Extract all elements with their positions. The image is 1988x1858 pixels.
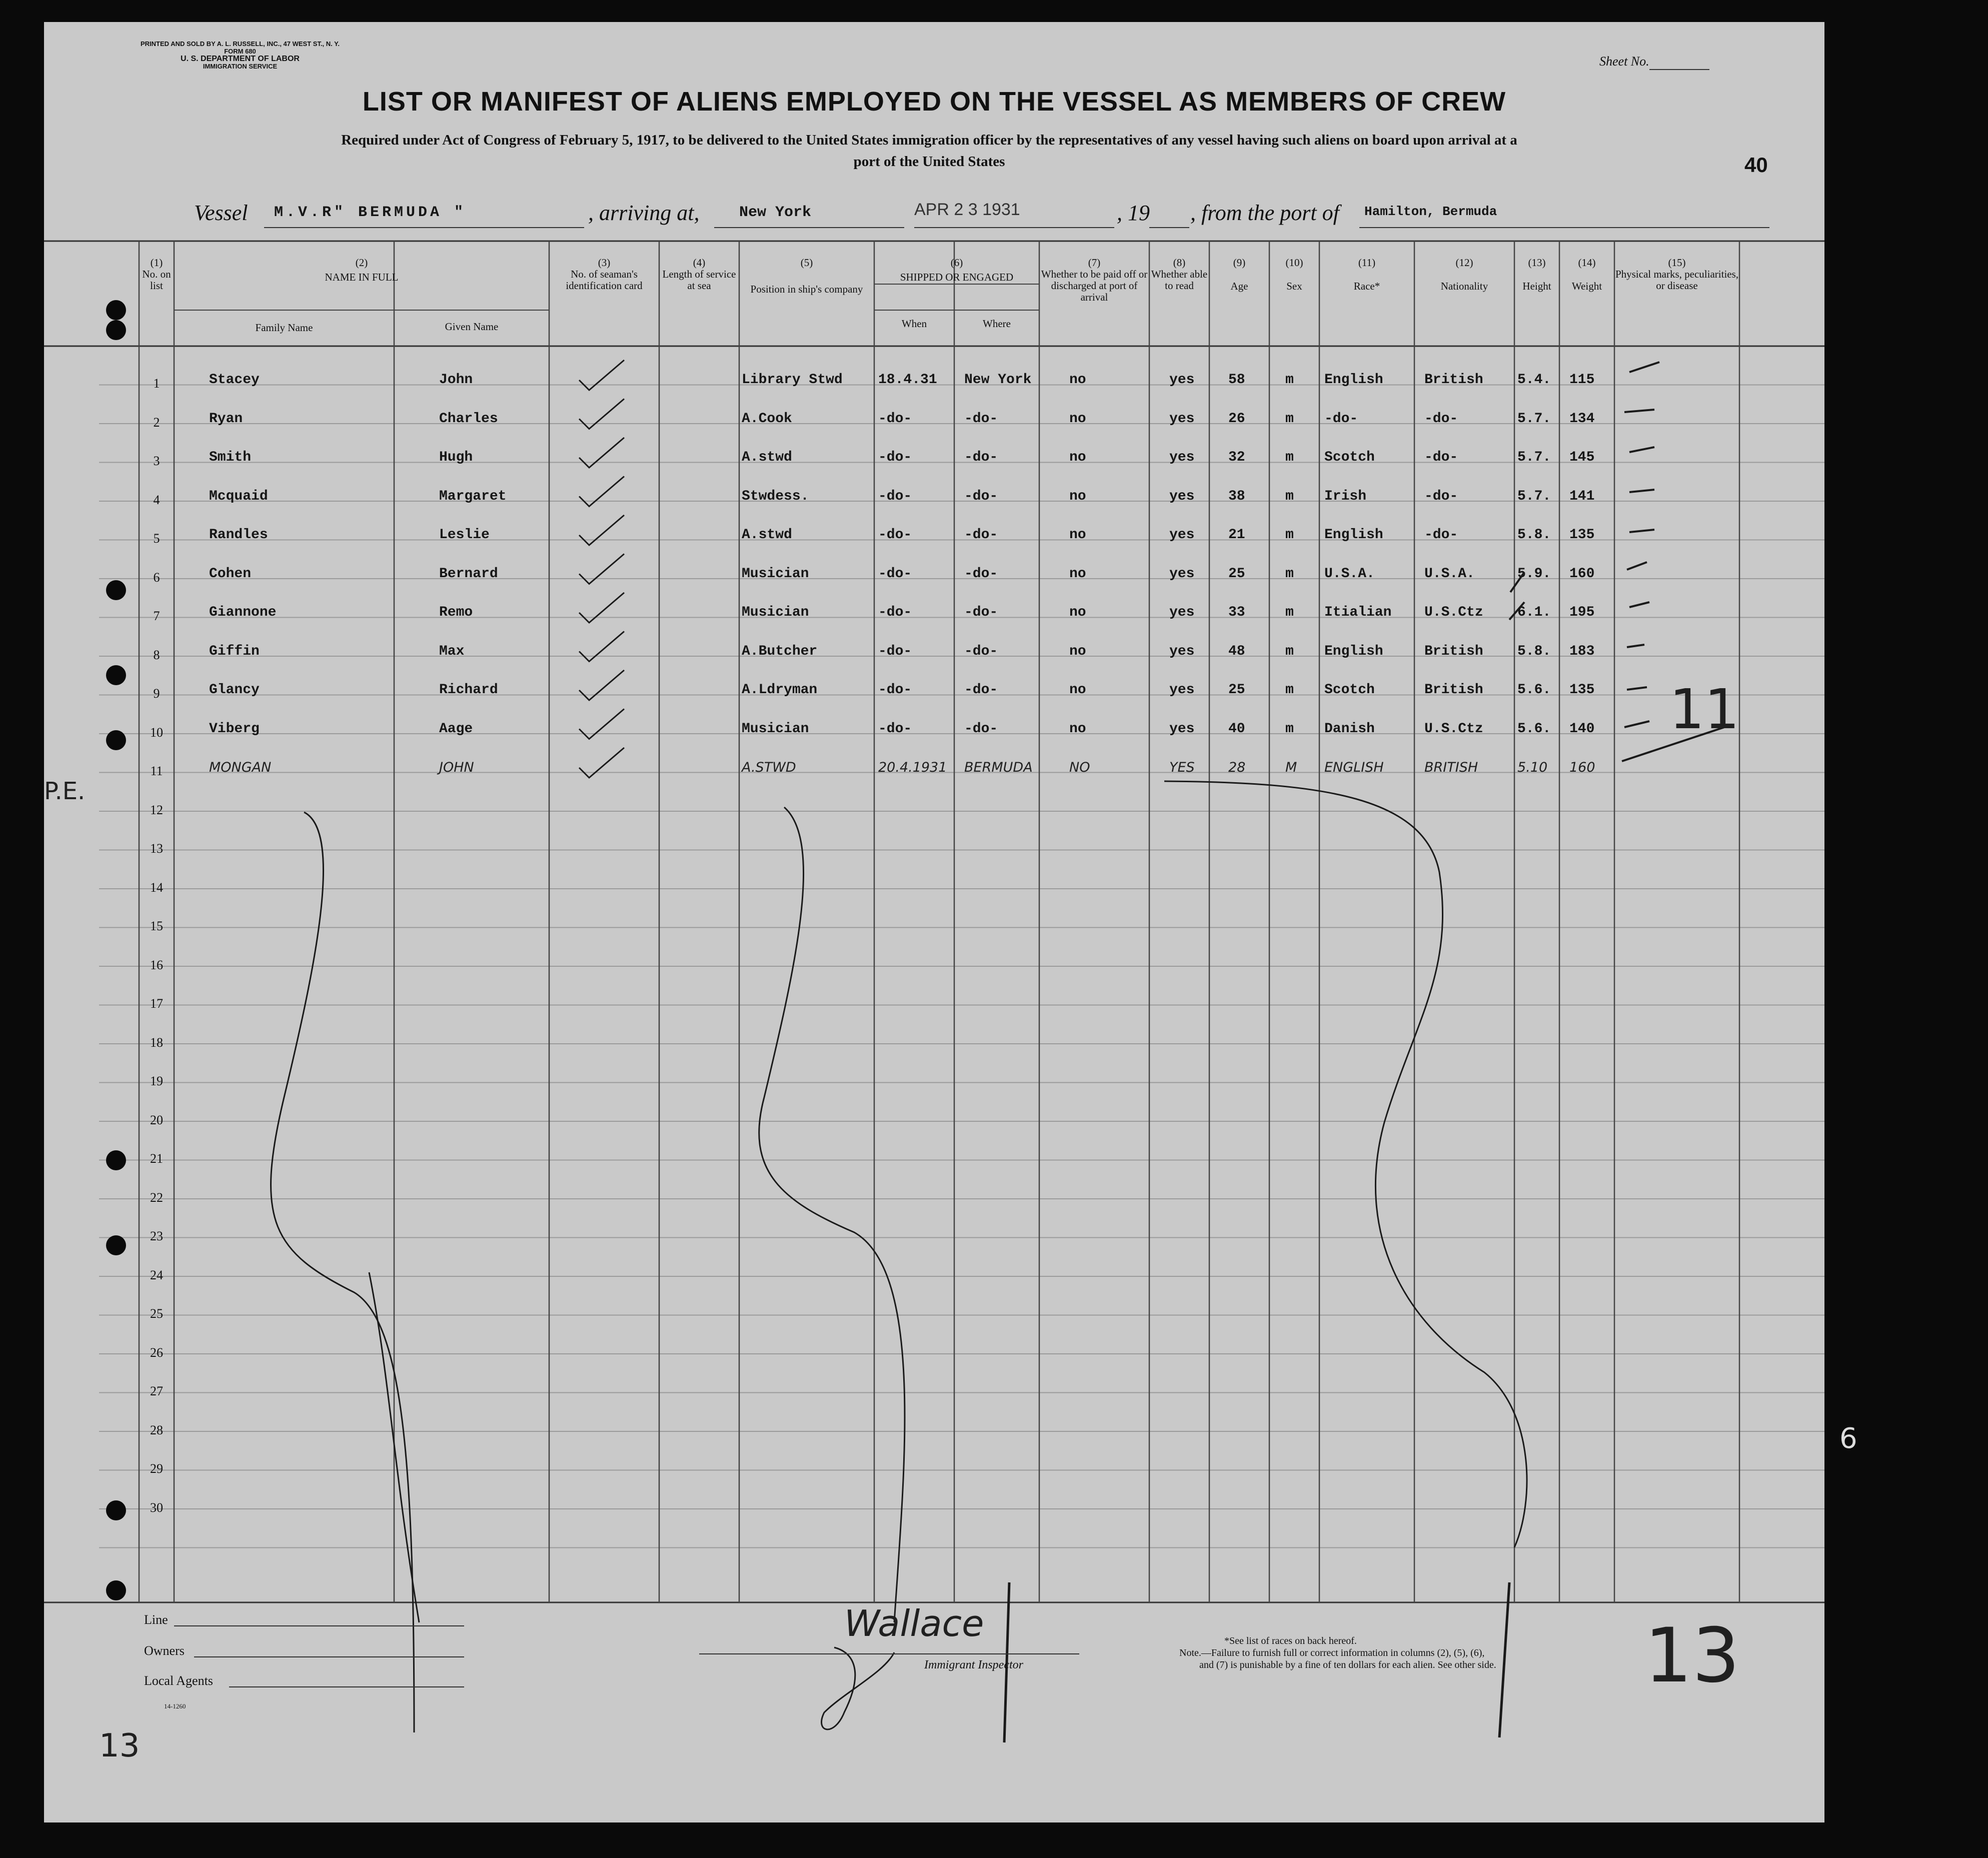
check-mark — [579, 554, 624, 584]
row-number: 21 — [150, 1151, 163, 1166]
cell-shipped-when: -do- — [878, 682, 912, 698]
col-15-label: Physical marks, peculiarities, or disease — [1615, 268, 1739, 292]
row-number: 24 — [150, 1267, 163, 1282]
col-4-label: Length of service at sea — [662, 268, 736, 292]
cell-given-name: Leslie — [439, 527, 490, 543]
check-mark — [579, 748, 624, 778]
line-blank — [174, 1625, 464, 1626]
row-number: 6 — [153, 570, 160, 585]
binder-hole — [106, 1500, 126, 1520]
cell-shipped-when: -do- — [878, 450, 912, 465]
cell-height: 5.8. — [1517, 643, 1551, 659]
service-label: IMMIGRATION SERVICE — [203, 63, 278, 70]
cell-age: 40 — [1228, 721, 1245, 737]
cell-nationality: -do- — [1424, 411, 1458, 427]
cell-race: English — [1324, 527, 1383, 543]
signature-line — [699, 1653, 1079, 1654]
col-13-label: Height — [1522, 280, 1551, 292]
cell-weight: 160 — [1569, 760, 1595, 775]
cell-paid-off: no — [1069, 721, 1086, 737]
col-6b-header: Where — [983, 318, 1011, 330]
cell-sex: m — [1285, 721, 1294, 737]
cell-shipped-when: -do- — [878, 721, 912, 737]
cell-shipped-when: -do- — [878, 605, 912, 620]
cell-paid-off: no — [1069, 682, 1086, 698]
cell-shipped-where: -do- — [964, 682, 998, 698]
col-3-number: (3) — [598, 257, 611, 269]
row-number: 2 — [153, 415, 160, 430]
row-number: 13 — [150, 841, 163, 856]
cell-paid-off: no — [1069, 527, 1086, 543]
cell-paid-off: no — [1069, 643, 1086, 659]
col-8-label: Whether able to read — [1151, 268, 1208, 292]
cell-shipped-where: -do- — [964, 450, 998, 465]
cell-race: English — [1324, 643, 1383, 659]
cell-position: A.Cook — [742, 411, 792, 427]
row-number: 29 — [150, 1461, 163, 1476]
cell-shipped-when: -do- — [878, 527, 912, 543]
cell-age: 25 — [1228, 566, 1245, 582]
cell-given-name: Richard — [439, 682, 498, 698]
page-number: 40 — [1744, 153, 1768, 177]
note-line-1: Note.—Failure to furnish full or correct information in columns (2), (5), (6), — [1179, 1647, 1485, 1658]
row-number: 15 — [150, 919, 163, 933]
printer-line-2: FORM 680 — [224, 48, 256, 55]
cell-height: 5.10 — [1517, 760, 1548, 775]
row-number: 19 — [150, 1074, 163, 1088]
arriving-port: New York — [739, 204, 812, 221]
owners-blank — [194, 1656, 464, 1657]
cell-able-to-read: yes — [1169, 488, 1195, 504]
cell-nationality: -do- — [1424, 488, 1458, 504]
check-mark — [579, 709, 624, 739]
cell-given-name: Bernard — [439, 566, 498, 582]
cell-nationality: British — [1424, 682, 1483, 698]
row-number: 3 — [153, 454, 160, 468]
row-number: 28 — [150, 1422, 163, 1437]
cell-nationality: British — [1424, 643, 1483, 659]
col-5-label: Position in ship's company — [750, 283, 863, 295]
cell-nationality: BRITISH — [1424, 760, 1478, 775]
cell-able-to-read: yes — [1169, 721, 1195, 737]
inspector-signature: Wallace — [844, 1602, 984, 1644]
row-number: 4 — [153, 492, 160, 507]
handwritten-marks — [44, 22, 1824, 1822]
cell-position: A.stwd — [742, 527, 792, 543]
cell-race: Itialian — [1324, 605, 1392, 620]
cell-position: Musician — [742, 566, 809, 582]
check-mark — [579, 593, 624, 623]
vessel-name: M.V.R" BERMUDA " — [274, 204, 467, 221]
binder-hole — [106, 1235, 126, 1255]
check-mark — [579, 632, 624, 662]
margin-pe: P.E. — [44, 777, 86, 805]
cell-position: A.STWD — [742, 760, 796, 775]
binder-hole — [106, 730, 126, 750]
nationality-slashes — [1509, 572, 1524, 620]
col-6a-header: When — [901, 318, 927, 330]
check-mark — [579, 477, 624, 507]
col-15-number: (15) — [1668, 257, 1686, 269]
cell-nationality: U.S.Ctz — [1424, 721, 1483, 737]
page-title: LIST OR MANIFEST OF ALIENS EMPLOYED ON THE VESSEL AS MEMBERS OF CREW — [362, 87, 1506, 117]
cell-given-name: Hugh — [439, 450, 473, 465]
cell-given-name: John — [439, 372, 473, 388]
col-9-number: (9) — [1233, 257, 1246, 269]
signature-flourish — [822, 1647, 894, 1729]
cell-able-to-read: yes — [1169, 372, 1195, 388]
cell-family-name: Mcquaid — [209, 488, 268, 504]
cell-height: 5.6. — [1517, 721, 1551, 737]
cell-shipped-when: -do- — [878, 488, 912, 504]
col-1-number: (1) — [150, 257, 163, 269]
handwritten-13-left: 13 — [99, 1727, 140, 1764]
row-number: 7 — [153, 609, 160, 623]
cell-weight: 135 — [1569, 682, 1595, 698]
cell-able-to-read: yes — [1169, 411, 1195, 427]
wavy-lines — [271, 781, 1527, 1732]
cell-family-name: MONGAN — [209, 760, 272, 775]
cell-age: 33 — [1228, 605, 1245, 620]
cell-age: 58 — [1228, 372, 1245, 388]
cell-given-name: Margaret — [439, 488, 507, 504]
cell-given-name: Charles — [439, 411, 498, 427]
col-2-number: (2) — [355, 257, 368, 269]
col-11-label: Race* — [1353, 280, 1380, 292]
note-line-2: and (7) is punishable by a fine of ten dollars for each alien. See other side. — [1199, 1659, 1496, 1670]
cell-sex: m — [1285, 643, 1294, 659]
cell-weight: 160 — [1569, 566, 1595, 582]
cell-family-name: Cohen — [209, 566, 252, 582]
row-number: 5 — [153, 531, 160, 546]
cell-race: English — [1324, 372, 1383, 388]
check-mark — [579, 670, 624, 700]
cell-age: 48 — [1228, 643, 1245, 659]
cell-able-to-read: yes — [1169, 605, 1195, 620]
cell-weight: 183 — [1569, 643, 1595, 659]
col-8-number: (8) — [1173, 257, 1186, 269]
cell-family-name: Smith — [209, 450, 252, 465]
row-number: 14 — [150, 880, 163, 895]
row-number: 9 — [153, 686, 160, 701]
binder-hole — [106, 580, 126, 600]
row-number: 16 — [150, 957, 163, 972]
col-6-label: SHIPPED OR ENGAGED — [900, 271, 1014, 283]
owners-label: Owners — [144, 1643, 185, 1658]
check-mark — [579, 399, 624, 429]
cell-weight: 134 — [1569, 411, 1595, 427]
printer-line-1: PRINTED AND SOLD BY A. L. RUSSELL, INC., 47 WEST ST., N. Y. — [141, 40, 340, 48]
cell-weight: 195 — [1569, 605, 1595, 620]
col-11-number: (11) — [1358, 257, 1376, 269]
cell-height: 5.7. — [1517, 488, 1551, 504]
cell-position: Stwdess. — [742, 488, 809, 504]
line-label: Line — [144, 1612, 168, 1627]
cell-sex: m — [1285, 682, 1294, 698]
check-mark — [579, 360, 624, 390]
cell-height: 6.1. — [1517, 605, 1551, 620]
cell-paid-off: no — [1069, 605, 1086, 620]
col-12-label: Nationality — [1440, 280, 1488, 292]
cell-family-name: Glancy — [209, 682, 260, 698]
cell-nationality: British — [1424, 372, 1483, 388]
binder-hole — [106, 300, 126, 320]
handwritten-6: 6 — [1839, 1422, 1857, 1455]
local-agents-blank — [229, 1686, 464, 1687]
cell-shipped-when: -do- — [878, 411, 912, 427]
cell-nationality: -do- — [1424, 450, 1458, 465]
cell-weight: 140 — [1569, 721, 1595, 737]
cell-height: 5.7. — [1517, 411, 1551, 427]
cell-race: -do- — [1324, 411, 1358, 427]
cell-family-name: Ryan — [209, 411, 243, 427]
check-mark — [579, 438, 624, 468]
arriving-label: , arriving at, — [588, 201, 700, 225]
col-4-number: (4) — [693, 257, 706, 269]
cell-shipped-where: -do- — [964, 411, 998, 427]
row-number: 8 — [153, 647, 160, 662]
cell-race: U.S.A. — [1324, 566, 1375, 582]
vessel-label: Vessel — [194, 201, 248, 225]
cell-shipped-where: -do- — [964, 721, 998, 737]
row-number: 25 — [150, 1306, 163, 1321]
cell-sex: M — [1285, 760, 1297, 775]
cell-sex: m — [1285, 450, 1294, 465]
binder-hole — [106, 1150, 126, 1170]
count-mark: 11 — [1669, 677, 1739, 741]
cell-shipped-where: -do- — [964, 566, 998, 582]
cell-paid-off: no — [1069, 411, 1086, 427]
manifest-sheet — [44, 22, 1857, 1822]
cell-race: Irish — [1324, 488, 1367, 504]
cell-sex: m — [1285, 411, 1294, 427]
col-14-label: Weight — [1571, 280, 1602, 292]
cell-race: Danish — [1324, 721, 1375, 737]
handwritten-13-right: 13 — [1644, 1612, 1740, 1699]
cell-shipped-where: -do- — [964, 643, 998, 659]
row-number: 10 — [150, 725, 163, 740]
form-code: 14-1260 — [164, 1702, 186, 1710]
cell-height: 5.8. — [1517, 527, 1551, 543]
from-label: , from the port of — [1190, 201, 1339, 225]
binder-hole — [106, 665, 126, 685]
row-number: 12 — [150, 802, 163, 817]
col-13-number: (13) — [1528, 257, 1546, 269]
col-2b-header: Given Name — [445, 321, 499, 333]
races-note: *See list of races on back hereof. — [1224, 1635, 1357, 1646]
cell-race: Scotch — [1324, 450, 1375, 465]
cell-nationality: -do- — [1424, 527, 1458, 543]
cell-race: Scotch — [1324, 682, 1375, 698]
subtitle-line-2: port of the United States — [853, 154, 1005, 170]
col-7-label: Whether to be paid off or discharged at port of arrival — [1041, 268, 1148, 303]
cell-shipped-where: -do- — [964, 605, 998, 620]
cell-age: 25 — [1228, 682, 1245, 698]
cell-height: 5.7. — [1517, 450, 1551, 465]
col-1-label: No. on list — [142, 268, 171, 292]
row-number: 27 — [150, 1384, 163, 1398]
cell-race: ENGLISH — [1324, 760, 1384, 775]
cell-given-name: Aage — [439, 721, 473, 737]
cell-paid-off: no — [1069, 450, 1086, 465]
binder-hole — [106, 320, 126, 340]
cell-family-name: Giffin — [209, 643, 260, 659]
cell-shipped-when: 20.4.1931 — [878, 760, 947, 775]
row-number: 22 — [150, 1190, 163, 1205]
cell-weight: 141 — [1569, 488, 1595, 504]
local-agents-label: Local Agents — [144, 1673, 213, 1688]
row-number: 17 — [150, 996, 163, 1011]
cell-paid-off: no — [1069, 566, 1086, 582]
row-number: 11 — [150, 764, 163, 778]
col-5-number: (5) — [800, 257, 813, 269]
col-9-label: Age — [1230, 280, 1248, 292]
row-number: 30 — [150, 1500, 163, 1515]
cell-family-name: Viberg — [209, 721, 260, 737]
department-label: U. S. DEPARTMENT OF LABOR — [181, 55, 300, 63]
cell-age: 26 — [1228, 411, 1245, 427]
col-6-number: (6) — [950, 257, 963, 269]
binder-hole — [106, 1580, 126, 1600]
from-port: Hamilton, Bermuda — [1364, 204, 1497, 219]
cell-position: Musician — [742, 721, 809, 737]
cell-position: A.stwd — [742, 450, 792, 465]
col-12-number: (12) — [1455, 257, 1473, 269]
cell-weight: 115 — [1569, 372, 1595, 388]
date-stamp: APR 2 3 1931 — [914, 200, 1020, 219]
cell-nationality: U.S.Ctz — [1424, 605, 1483, 620]
col-14-number: (14) — [1578, 257, 1596, 269]
cell-able-to-read: yes — [1169, 527, 1195, 543]
cell-given-name: Remo — [439, 605, 473, 620]
row-number: 1 — [153, 376, 160, 391]
sheet-no-label: Sheet No. — [1599, 54, 1649, 69]
cell-able-to-read: yes — [1169, 643, 1195, 659]
cell-age: 32 — [1228, 450, 1245, 465]
cell-height: 5.4. — [1517, 372, 1551, 388]
col-10-number: (10) — [1285, 257, 1303, 269]
row-number: 20 — [150, 1112, 163, 1127]
cell-shipped-where: BERMUDA — [964, 760, 1033, 775]
cell-sex: m — [1285, 488, 1294, 504]
cell-shipped-when: -do- — [878, 643, 912, 659]
cell-height: 5.6. — [1517, 682, 1551, 698]
cell-position: A.Butcher — [742, 643, 818, 659]
row-number: 26 — [150, 1345, 163, 1360]
cell-family-name: Giannone — [209, 605, 277, 620]
cell-sex: m — [1285, 372, 1294, 388]
check-mark — [579, 515, 624, 545]
cell-sex: m — [1285, 566, 1294, 582]
cell-able-to-read: yes — [1169, 682, 1195, 698]
cell-position: Library Stwd — [742, 372, 843, 388]
cell-nationality: U.S.A. — [1424, 566, 1475, 582]
cell-shipped-when: -do- — [878, 566, 912, 582]
cell-age: 38 — [1228, 488, 1245, 504]
col-10-label: Sex — [1286, 280, 1302, 292]
cell-paid-off: no — [1069, 488, 1086, 504]
row-number: 23 — [150, 1229, 163, 1243]
cell-family-name: Randles — [209, 527, 268, 543]
col-2a-header: Family Name — [255, 322, 313, 334]
cell-shipped-where: -do- — [964, 527, 998, 543]
year-label: , 19 — [1117, 201, 1150, 225]
cell-position: A.Ldryman — [742, 682, 818, 698]
cell-age: 21 — [1228, 527, 1245, 543]
cell-shipped-where: -do- — [964, 488, 998, 504]
col-2-label: NAME IN FULL — [325, 271, 399, 283]
cell-given-name: JOHN — [439, 760, 474, 775]
cell-weight: 135 — [1569, 527, 1595, 543]
cell-able-to-read: YES — [1169, 760, 1195, 775]
cell-sex: m — [1285, 527, 1294, 543]
cell-given-name: Max — [439, 643, 465, 659]
cell-shipped-where: New York — [964, 372, 1032, 388]
subtitle-line-1: Required under Act of Congress of February 5, 1917, to be delivered to the United States immigration officer by the representatives of any vessel having such aliens on board upon arrival at a — [341, 132, 1517, 148]
cell-shipped-when: 18.4.31 — [878, 372, 937, 388]
inspector-label: Immigrant Inspector — [924, 1658, 1023, 1671]
cell-height: 5.9. — [1517, 566, 1551, 582]
row-number: 18 — [150, 1035, 163, 1050]
cell-position: Musician — [742, 605, 809, 620]
cell-weight: 145 — [1569, 450, 1595, 465]
cell-able-to-read: yes — [1169, 450, 1195, 465]
cell-family-name: Stacey — [209, 372, 260, 388]
cell-paid-off: NO — [1069, 760, 1090, 775]
col-7-number: (7) — [1088, 257, 1101, 269]
col-3-label: No. of seaman's identification card — [566, 268, 643, 292]
cell-age: 28 — [1228, 760, 1246, 775]
cell-sex: m — [1285, 605, 1294, 620]
cell-paid-off: no — [1069, 372, 1086, 388]
cell-able-to-read: yes — [1169, 566, 1195, 582]
